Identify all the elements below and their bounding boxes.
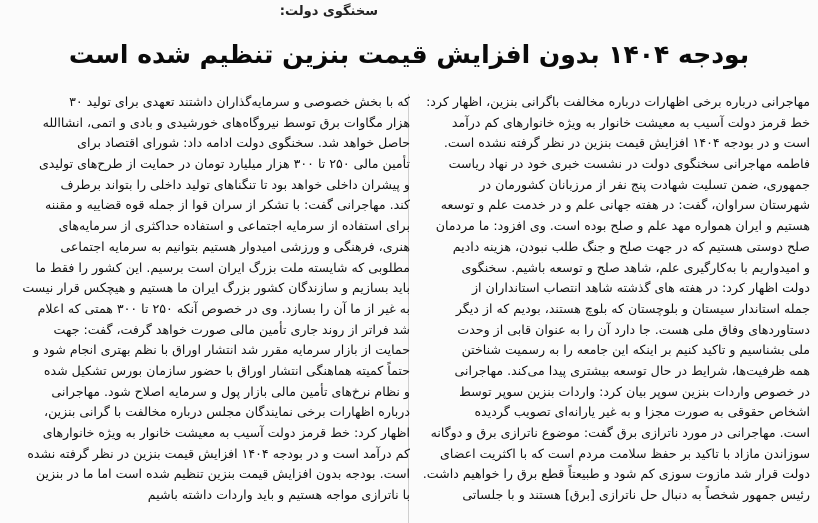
- text-line: جمله استاندار سیستان و بلوچستان که بلوچ هستند، بودیم که از دیگر: [455, 300, 810, 316]
- text-line: است. مهاجرانی در مورد ناترازی برق گفت: موضوع ناترازی برق و دوگانه: [430, 425, 810, 440]
- text-line: همه ظرفیت‌ها، شرایط در حال توسعه بیشتری پیدا می‌کند. مهاجرانی: [454, 362, 810, 378]
- text-line: اشخاص حقوقی به صورت مجزا و به غیر یارانه‌ای تصویب گردیده: [474, 404, 810, 420]
- left-column: [8, 92, 410, 523]
- text-line: است. بودجه بدون افزایش قیمت بنزین تنظیم شده است اما ما در بنزین: [35, 466, 410, 482]
- text-line: مطلوبی که شایسته ملت بزرگ ایران است برسیم. این کشور را فقط ما: [35, 259, 410, 275]
- text-line: خط قرمز دولت آسیب به معیشت خانوار به ویژه خانوارهای کم درآمد: [451, 114, 810, 130]
- text-line: دولت اظهار کرد: در هفته های گذشته شاهد انتصاب استانداران از: [471, 280, 810, 296]
- text-line: اظهار کرد: خط قرمز دولت آسیب به معیشت خانوار به ویژه خانوارهای: [42, 425, 410, 440]
- text-line: تأمین مالی ۲۵۰ تا ۳۰۰ هزار میلیارد تومان در حمایت از طرح‌های تولیدی: [38, 156, 410, 172]
- text-line: حاصل خواهد شد. سخنگوی دولت ادامه داد: شورای اقتصاد برای: [77, 135, 410, 151]
- text-line: هنری، فرهنگی و ورزشی امیدوار هستیم بتوانیم به سرمایه اجتماعی: [60, 238, 410, 254]
- text-line: حتماً کمیته هماهنگی انتشار اوراق با حضور سازمان بورس تشکیل شده: [43, 362, 410, 378]
- text-line: هستیم و ایران همواره مهد علم و صلح بوده است. وی افزود: ما مردمان: [435, 218, 810, 234]
- text-line: که با بخش خصوصی و سرمایه‌گذاران داشتند تعهدی برای تولید ۳۰: [69, 94, 410, 109]
- text-line: مهاجرانی درباره برخی اظهارات درباره مخالفت باگرانی بنزین، اظهار کرد:: [426, 94, 810, 109]
- text-line: سوزاندن مازاد با تاکید بر حفظ سلامت مردم است که با اکثریت اعضای: [440, 445, 810, 461]
- text-line: صلح دوستی هستیم که در جهت صلح و جنگ طلب نبودن، هزینه دادیم: [452, 238, 810, 254]
- text-line: دستاوردهای وفاق ملی هست. جا دارد آن را به عنوان قابی از وحدت: [457, 321, 810, 337]
- text-line: شهرستان سراوان، گفت: در هفته جهانی علم و در خدمت علم و توسعه: [440, 197, 810, 213]
- text-line: است و در بودجه ۱۴۰۴ افزایش قیمت بنزین در نظر گرفته نشده است.: [443, 135, 810, 151]
- text-line: به غیر از ما آن را بسازد. وی در خصوص آنکه ۲۵۰ تا ۳۰۰ همتی که اعلام: [37, 300, 410, 316]
- text-line: هزار مگاوات برق توسط نیروگاه‌های خورشیدی و بادی و اتمی، انشاالله: [42, 114, 410, 130]
- text-line: کم درآمد است و در بودجه ۱۴۰۴ افزایش قیمت بنزین در نظر گرفته نشده: [27, 445, 410, 461]
- text-line: در خصوص واردات بنزین سوپر بیان کرد: واردات بنزین سوپر توسط: [459, 383, 810, 399]
- text-line: باید بسازیم و سازندگان کشور بزرگ ایران ما هستیم و هیچکس قرار نیست: [22, 280, 410, 296]
- kicker: سخنگوی دولت:: [279, 4, 378, 19]
- text-line: با ناترازی مواجه هستیم و باید واردات داشته باشیم: [147, 487, 410, 503]
- text-line: و امیدواریم با به‌کارگیری علم، شاهد صلح و توسعه باشیم. سخنگوی: [461, 259, 810, 275]
- text-line: و پیشران داخلی خواهد بود تا تنگناهای تولید داخلی را بتواند برطرف: [60, 176, 410, 192]
- text-line: کند. مهاجرانی گفت: با تشکر از سران قوا از جمله قوه قضاییه و مقننه: [45, 197, 410, 213]
- text-line: حمایت از بازار سرمایه مقرر شد انتشار اوراق با نظم بهتری انجام شود و: [33, 342, 410, 358]
- text-line: دولت قرار شد مازوت سوزی کم شود و طبیعتاً قطع برق را خواهیم داشت.: [422, 466, 810, 482]
- text-line: شد فراتر از روند جاری تأمین مالی صورت خواهد گرفت، گفت: جهت: [53, 321, 410, 337]
- text-line: فاطمه مهاجرانی سخنگوی دولت در نشست خبری خود در نهاد ریاست: [448, 156, 810, 172]
- text-line: ملی بشناسیم و تاکید کنیم بر اینکه این جامعه را به رسمیت شناختن: [461, 342, 810, 358]
- text-line: رئیس جمهور شخصاً به دنبال حل ناترازی [برق] هستند و با جلساتی: [462, 487, 810, 503]
- text-line: برای استفاده از سرمایه اجتماعی و استفاده حداکثری از سرمایه‌های: [58, 218, 410, 234]
- headline: بودجه ۱۴۰۴ بدون افزایش قیمت بنزین تنظیم شده است: [68, 40, 750, 69]
- text-line: جمهوری، ضمن تسلیت شهادت پنج نفر از مرزبانان کشورمان در: [479, 176, 810, 192]
- right-column: [408, 92, 810, 523]
- text-line: درباره اظهارات برخی نمایندگان مجلس درباره مخالفت با گرانی بنزین،: [44, 404, 410, 420]
- text-line: و نظام نرخ‌های تأمین مالی بازار پول و سرمایه اصلاح شود. مهاجرانی: [51, 383, 410, 399]
